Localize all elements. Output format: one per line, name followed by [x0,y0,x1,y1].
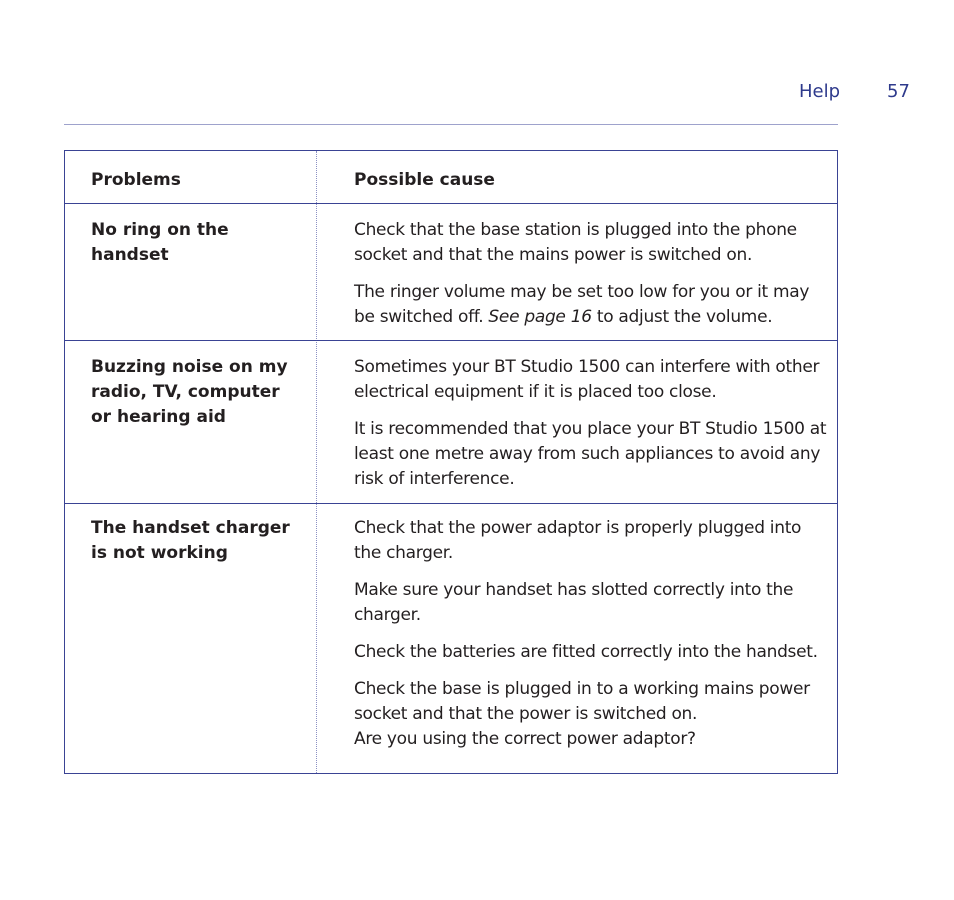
row-divider [65,340,837,341]
column-header-possible-cause: Possible cause [354,170,495,190]
column-header-problems: Problems [91,170,181,190]
cause-text: Check that the power adaptor is properly plugged into the charger. [354,518,802,563]
cause-text: Are you using the correct power adaptor? [354,729,696,749]
troubleshooting-table [64,150,838,774]
cause-text: Check the batteries are fitted correctly into the handset. [354,642,818,662]
cause-no-ring [354,218,832,330]
row-divider [65,203,837,204]
problem-no-ring: No ring on the handset [91,220,229,265]
cause-text: Check that the base station is plugged into the phone socket and that the mains power is switched on. [354,220,797,265]
cause-charger-not-working [354,516,832,752]
cause-buzzing-noise [354,355,832,492]
cause-text: It is recommended that you place your BT Studio 1500 at least one metre away from such appliances to avoid any risk of interference. [354,419,827,489]
column-divider [316,151,317,773]
page-reference: See page 16 [488,307,592,327]
section-title: Help [799,81,841,102]
problem-charger-not-working: The handset charger is not working [91,518,290,563]
cause-text: Sometimes your BT Studio 1500 can interfere with other electrical equipment if it is placed too close. [354,357,820,402]
cause-text: Check the base is plugged in to a working mains power socket and that the power is switched on. Are you using the correct power adaptor? [354,679,810,749]
row-divider [65,503,837,504]
problem-buzzing-noise: Buzzing noise on my radio, TV, computer or hearing aid [91,357,288,427]
cause-text: The ringer volume may be set too low for you or it may be switched off. See page 16 to adjust the volume. [354,282,810,327]
cause-text: Make sure your handset has slotted correctly into the charger. [354,580,794,625]
page-number: 57 [887,81,910,102]
header-divider [64,124,838,125]
